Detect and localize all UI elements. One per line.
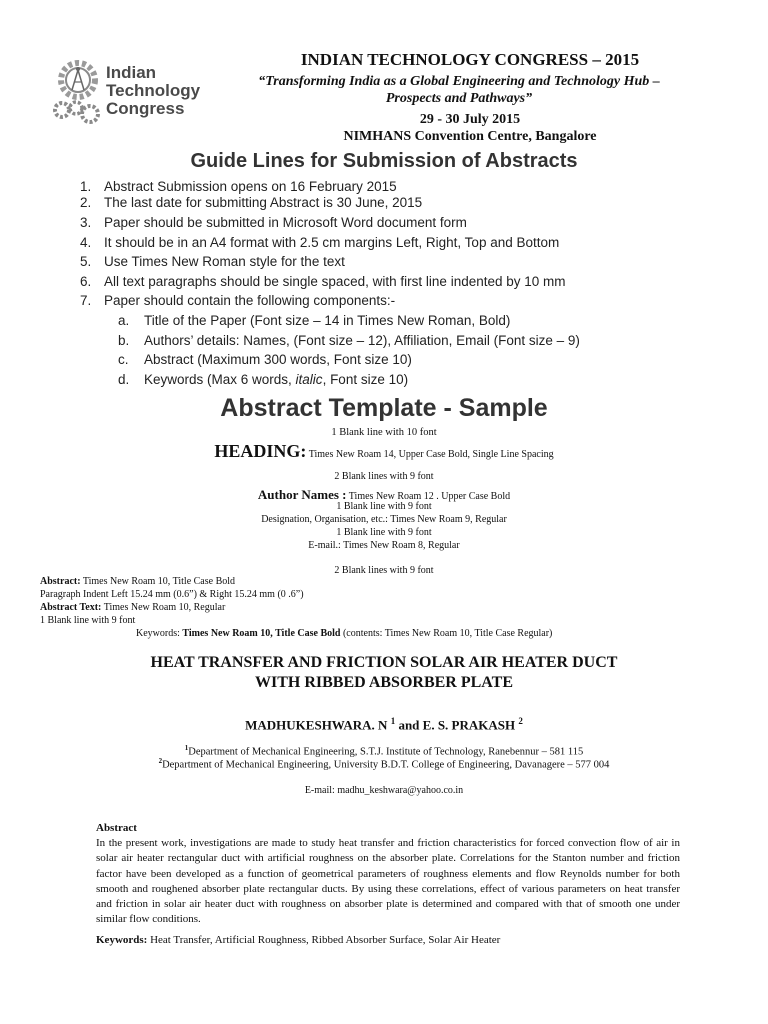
gear-tower-icon (52, 58, 102, 126)
affiliation-2 (0, 757, 768, 771)
conference-theme (225, 73, 693, 107)
guideline-number: 4. (80, 235, 92, 250)
guideline-sub-letter: b. (118, 333, 130, 348)
conference-dates: 29 - 30 July 2015 (419, 112, 521, 127)
congress-logo (52, 56, 220, 126)
guideline-text: Paper should be submitted in Microsoft Word document form (104, 215, 467, 230)
template-note: 2 Blank lines with 9 font (334, 471, 434, 482)
paper-title-line-1: HEAT TRANSFER AND FRICTION SOLAR AIR HEATER DUCT (150, 654, 618, 671)
paper-title-line-2: WITH RIBBED ABSORBER PLATE (255, 674, 513, 691)
heading-label: HEADING: (214, 441, 307, 461)
conference-title: INDIAN TECHNOLOGY CONGRESS – 2015 (300, 50, 640, 69)
conference-venue: NIMHANS Convention Centre, Bangalore (343, 129, 597, 144)
guideline-number: 2. (80, 195, 92, 210)
author-label: Author Names : (257, 487, 347, 502)
paper-title (0, 653, 768, 693)
guideline-number: 7. (80, 293, 92, 308)
keywords-guideline-pre: Keywords (Max 6 words, (144, 372, 296, 387)
paper-keywords-label: Keywords: (96, 934, 148, 946)
logo-line-1: Indian (106, 63, 157, 82)
template-note: 1 Blank line with 9 font (336, 501, 432, 512)
template-note: 1 Blank line with 9 font (336, 527, 432, 538)
guideline-sub-letter: a. (118, 313, 130, 328)
affiliation-1-text: Department of Mechanical Engineering, S.T.J. Institute of Technology, Ranebennur – 581 115 (188, 746, 584, 758)
paper-keywords (96, 934, 500, 946)
guideline-number: 3. (80, 215, 92, 230)
template-indent-spec: Paragraph Indent Left 15.24 mm (0.6”) & Right 15.24 mm (0 .6”) (40, 589, 304, 600)
author-and: and E. S. PRAKASH (395, 717, 519, 733)
template-abstract-text-spec (40, 602, 225, 613)
paper-authors (0, 716, 768, 733)
guideline-sub-text: Authors’ details: Names, (Font size – 12), Affiliation, Email (Font size – 9) (144, 333, 580, 348)
guideline-number: 1. (80, 179, 92, 194)
template-note: E-mail.: Times New Roam 8, Regular (308, 540, 460, 551)
template-note: 1 Blank line with 10 font (331, 427, 437, 438)
abstract-label: Abstract: (40, 576, 81, 587)
keywords-label: Keywords: (136, 628, 183, 639)
abstract-body: In the present work, investigations are made to study heat transfer and friction characteristics for forced convection flow of air in solar air heater rectangular duct with artificial roughness on the absorber plate. Correlations for the Stanton number and friction factor have been developed as a function of geometrical parameters of roughness elements and flow Reynolds number for both smooth and roughened absorber plate rectangular ducts. By using these correlations, effect of various parameters on heat transfer and friction in solar air heater duct with roughness on absorber plate is determined and compared with that of smooth one under similar flow conditions. (96, 837, 680, 926)
affiliation-2-sup: 2 (158, 757, 163, 765)
author-desc: Times New Roam 12 . Upper Case Bold (346, 491, 511, 502)
logo-line-2: Technology (106, 81, 201, 100)
template-heading-spec (0, 441, 768, 462)
logo-line-3: Congress (106, 99, 185, 118)
guideline-text: Paper should contain the following components:- (104, 293, 396, 308)
abstract-desc: Times New Roam 10, Title Case Bold (80, 576, 236, 587)
affiliation-1 (0, 744, 768, 758)
abstract-title: Abstract (96, 822, 137, 834)
abstract-text-desc: Times New Roam 10, Regular (101, 602, 226, 613)
template-heading: Abstract Template - Sample (220, 394, 548, 422)
guideline-text: The last date for submitting Abstract is 30 June, 2015 (104, 195, 423, 210)
guideline-text: It should be in an A4 format with 2.5 cm margins Left, Right, Top and Bottom (104, 235, 560, 250)
paper-email: E-mail: madhu_keshwara@yahoo.co.in (304, 785, 464, 796)
affiliation-2-text: Department of Mechanical Engineering, University B.D.T. College of Engineering, Davanagere – 577 004 (162, 759, 610, 771)
template-note: Designation, Organisation, etc.: Times New Roam 9, Regular (261, 514, 507, 525)
guideline-sub-letter: c. (118, 352, 129, 367)
guideline-sub-text: Abstract (Maximum 300 words, Font size 10) (144, 352, 412, 367)
keywords-bold: Times New Roam 10, Title Case Bold (182, 628, 341, 639)
guideline-sub-text: Title of the Paper (Font size – 14 in Times New Roman, Bold) (144, 313, 511, 328)
author-1: MADHUKESHWARA. N (245, 717, 391, 733)
template-abstract-spec (40, 576, 235, 587)
author-1-sup: 1 (390, 716, 396, 726)
guideline-number: 6. (80, 274, 92, 289)
template-note: 1 Blank line with 9 font (40, 615, 136, 626)
paper-keywords-text: Heat Transfer, Artificial Roughness, Ribbed Absorber Surface, Solar Air Heater (147, 934, 501, 946)
guideline-text: All text paragraphs should be single spaced, with first line indented by 10 mm (104, 274, 566, 289)
keywords-rest: (contents: Times New Roam 10, Title Case Regular) (340, 628, 553, 639)
guideline-text: Use Times New Roman style for the text (104, 254, 345, 269)
guideline-sub-text (144, 372, 408, 387)
guideline-sub-letter: d. (118, 372, 130, 387)
abstract-text-label: Abstract Text: (40, 602, 102, 613)
author-2-sup: 2 (518, 716, 523, 726)
heading-desc: Times New Roam 14, Upper Case Bold, Single Line Spacing (306, 449, 554, 460)
keywords-guideline-italic: italic (295, 372, 323, 387)
keywords-guideline-post: , Font size 10) (322, 372, 409, 387)
conference-theme-line-1: “Transforming India as a Global Engineering and Technology Hub – (258, 74, 660, 89)
affiliation-1-sup: 1 (184, 744, 189, 752)
conference-theme-line-2: Prospects and Pathways” (385, 91, 533, 106)
guidelines-heading: Guide Lines for Submission of Abstracts (190, 150, 578, 172)
template-keywords-spec (136, 628, 552, 639)
template-note: 2 Blank lines with 9 font (334, 565, 434, 576)
guideline-text: Abstract Submission opens on 16 February 2015 (104, 179, 397, 194)
guideline-number: 5. (80, 254, 92, 269)
